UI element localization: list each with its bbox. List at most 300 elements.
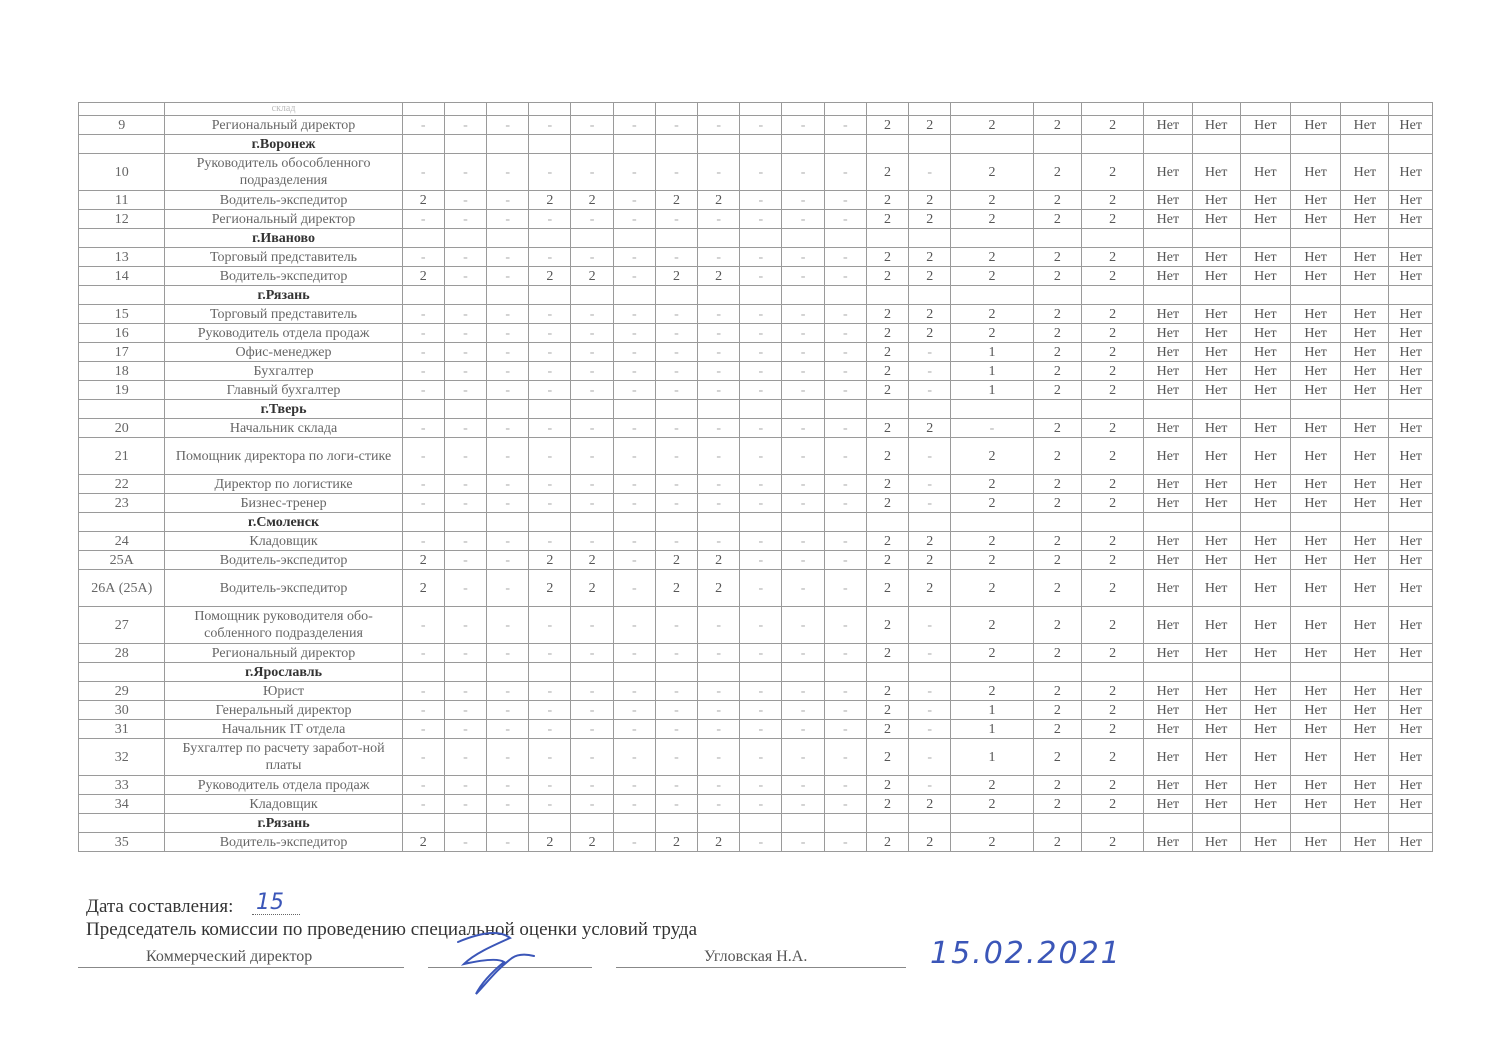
value-cell: Нет <box>1341 475 1389 494</box>
value-cell: - <box>782 644 824 663</box>
position-name: Водитель-экспедитор <box>165 551 402 570</box>
value-cell: Нет <box>1389 551 1433 570</box>
value-cell: - <box>909 776 951 795</box>
signature-date: 15.02.2021 <box>930 936 1122 971</box>
value-cell: 2 <box>1033 682 1081 701</box>
value-cell: - <box>740 739 782 776</box>
value-cell: - <box>402 644 444 663</box>
value-cell: - <box>487 343 529 362</box>
value-cell: 2 <box>951 644 1033 663</box>
value-cell: - <box>782 795 824 814</box>
value-cell: 2 <box>1033 267 1081 286</box>
value-cell: Нет <box>1144 494 1192 513</box>
position-name: Генеральный директор <box>165 701 402 720</box>
value-cell: - <box>571 438 613 475</box>
value-cell: - <box>655 419 697 438</box>
value-cell: 2 <box>951 570 1033 607</box>
value-cell: - <box>740 419 782 438</box>
value-cell: - <box>571 607 613 644</box>
value-cell: Нет <box>1240 795 1290 814</box>
table-row <box>79 494 1433 513</box>
value-cell: - <box>740 532 782 551</box>
table-row <box>79 570 1433 607</box>
value-cell: - <box>698 343 740 362</box>
value-cell: 2 <box>866 682 908 701</box>
value-cell: Нет <box>1144 116 1192 135</box>
value-cell: - <box>655 248 697 267</box>
value-cell: - <box>698 701 740 720</box>
city-name: г.Воронеж <box>165 135 402 154</box>
value-cell: Нет <box>1240 381 1290 400</box>
value-cell: - <box>740 210 782 229</box>
value-cell: - <box>571 682 613 701</box>
value-cell: - <box>655 154 697 191</box>
value-cell: Нет <box>1192 475 1240 494</box>
value-cell: - <box>740 701 782 720</box>
value-cell: - <box>655 116 697 135</box>
value-cell: Нет <box>1240 419 1290 438</box>
city-header-row <box>79 513 1433 532</box>
value-cell: - <box>824 570 866 607</box>
value-cell: Нет <box>1192 607 1240 644</box>
value-cell: Нет <box>1240 267 1290 286</box>
value-cell: - <box>571 644 613 663</box>
value-cell: - <box>698 324 740 343</box>
value-cell: - <box>655 701 697 720</box>
value-cell: 1 <box>951 343 1033 362</box>
value-cell: 2 <box>866 438 908 475</box>
value-cell: Нет <box>1341 720 1389 739</box>
value-cell: - <box>613 191 655 210</box>
signer-name: Угловская Н.А. <box>704 948 808 965</box>
value-cell: - <box>613 720 655 739</box>
value-cell: - <box>698 362 740 381</box>
value-cell: - <box>782 720 824 739</box>
value-cell: 2 <box>1033 116 1081 135</box>
value-cell: - <box>824 607 866 644</box>
value-cell: 2 <box>866 739 908 776</box>
city-header-row <box>79 814 1433 833</box>
value-cell: - <box>487 682 529 701</box>
row-number: 22 <box>79 475 165 494</box>
value-cell: Нет <box>1341 324 1389 343</box>
value-cell: - <box>782 343 824 362</box>
value-cell: - <box>613 682 655 701</box>
row-number: 16 <box>79 324 165 343</box>
value-cell: 2 <box>402 267 444 286</box>
row-number: 14 <box>79 267 165 286</box>
partial-label: склад <box>165 103 402 116</box>
value-cell: Нет <box>1144 607 1192 644</box>
value-cell: Нет <box>1389 720 1433 739</box>
value-cell: Нет <box>1341 551 1389 570</box>
value-cell: - <box>613 324 655 343</box>
value-cell: - <box>613 551 655 570</box>
table-row <box>79 154 1433 191</box>
value-cell: - <box>740 248 782 267</box>
value-cell: 2 <box>866 305 908 324</box>
table-row <box>79 682 1433 701</box>
row-number: 28 <box>79 644 165 663</box>
value-cell: - <box>909 494 951 513</box>
value-cell: - <box>824 154 866 191</box>
value-cell: Нет <box>1341 343 1389 362</box>
table-row <box>79 343 1433 362</box>
value-cell: Нет <box>1192 720 1240 739</box>
value-cell: - <box>613 154 655 191</box>
value-cell: 2 <box>1081 154 1143 191</box>
value-cell: - <box>824 362 866 381</box>
value-cell: Нет <box>1290 776 1340 795</box>
value-cell: Нет <box>1341 362 1389 381</box>
value-cell: 2 <box>529 833 571 852</box>
table-row <box>79 833 1433 852</box>
value-cell: Нет <box>1240 210 1290 229</box>
value-cell: Нет <box>1240 438 1290 475</box>
value-cell: Нет <box>1290 210 1340 229</box>
value-cell: - <box>655 776 697 795</box>
value-cell: 2 <box>1033 248 1081 267</box>
value-cell: Нет <box>1341 381 1389 400</box>
value-cell: Нет <box>1240 343 1290 362</box>
value-cell: - <box>698 419 740 438</box>
row-number: 32 <box>79 739 165 776</box>
value-cell: Нет <box>1144 570 1192 607</box>
value-cell: - <box>487 776 529 795</box>
value-cell: - <box>782 324 824 343</box>
table-body <box>79 103 1433 852</box>
value-cell: Нет <box>1240 739 1290 776</box>
value-cell: - <box>529 362 571 381</box>
value-cell: 2 <box>866 248 908 267</box>
value-cell: 2 <box>866 381 908 400</box>
value-cell: - <box>655 494 697 513</box>
value-cell: 2 <box>866 475 908 494</box>
value-cell: Нет <box>1290 116 1340 135</box>
value-cell: - <box>571 210 613 229</box>
value-cell: - <box>571 343 613 362</box>
value-cell: - <box>571 494 613 513</box>
value-cell: Нет <box>1240 682 1290 701</box>
value-cell: - <box>529 438 571 475</box>
value-cell: Нет <box>1341 154 1389 191</box>
position-name: Торговый представитель <box>165 305 402 324</box>
value-cell: Нет <box>1290 475 1340 494</box>
value-cell: Нет <box>1192 191 1240 210</box>
value-cell: - <box>487 154 529 191</box>
value-cell: - <box>529 210 571 229</box>
value-cell: Нет <box>1389 191 1433 210</box>
value-cell: Нет <box>1389 682 1433 701</box>
value-cell: - <box>824 324 866 343</box>
value-cell: - <box>740 644 782 663</box>
value-cell: Нет <box>1192 381 1240 400</box>
value-cell: 1 <box>951 720 1033 739</box>
value-cell: - <box>824 267 866 286</box>
value-cell: 2 <box>951 551 1033 570</box>
value-cell: 2 <box>909 324 951 343</box>
value-cell: Нет <box>1144 191 1192 210</box>
value-cell: - <box>951 419 1033 438</box>
value-cell: - <box>444 154 486 191</box>
value-cell: - <box>740 776 782 795</box>
table-row <box>79 720 1433 739</box>
value-cell: 2 <box>1081 267 1143 286</box>
value-cell: - <box>909 438 951 475</box>
value-cell: 2 <box>1033 776 1081 795</box>
table-row <box>79 551 1433 570</box>
value-cell: - <box>402 438 444 475</box>
value-cell: Нет <box>1144 419 1192 438</box>
commission-chair-label: Председатель комиссии по проведению специальной оценки условий труда <box>86 919 697 940</box>
value-cell: Нет <box>1144 210 1192 229</box>
value-cell: - <box>824 419 866 438</box>
value-cell: - <box>740 343 782 362</box>
value-cell: - <box>487 324 529 343</box>
value-cell: Нет <box>1144 644 1192 663</box>
value-cell: Нет <box>1240 551 1290 570</box>
value-cell: 2 <box>698 551 740 570</box>
value-cell: - <box>487 532 529 551</box>
value-cell: - <box>613 343 655 362</box>
value-cell: 2 <box>1081 438 1143 475</box>
value-cell: - <box>824 795 866 814</box>
sout-results-table <box>78 102 1433 852</box>
value-cell: - <box>613 267 655 286</box>
value-cell: - <box>909 701 951 720</box>
value-cell: Нет <box>1192 438 1240 475</box>
value-cell: - <box>487 381 529 400</box>
city-name: г.Смоленск <box>165 513 402 532</box>
value-cell: Нет <box>1144 795 1192 814</box>
value-cell: - <box>740 362 782 381</box>
value-cell: - <box>487 644 529 663</box>
value-cell: - <box>613 532 655 551</box>
value-cell: - <box>402 607 444 644</box>
value-cell: 2 <box>1033 720 1081 739</box>
value-cell: Нет <box>1144 343 1192 362</box>
value-cell: - <box>824 720 866 739</box>
value-cell: - <box>740 324 782 343</box>
value-cell: - <box>782 305 824 324</box>
value-cell: Нет <box>1290 362 1340 381</box>
value-cell: Нет <box>1144 475 1192 494</box>
value-cell: - <box>487 438 529 475</box>
value-cell: - <box>444 381 486 400</box>
value-cell: 2 <box>909 116 951 135</box>
position-name: Бухгалтер <box>165 362 402 381</box>
position-name: Юрист <box>165 682 402 701</box>
value-cell: 2 <box>951 607 1033 644</box>
value-cell: Нет <box>1240 570 1290 607</box>
value-cell: - <box>740 494 782 513</box>
value-cell: - <box>698 776 740 795</box>
value-cell: Нет <box>1192 305 1240 324</box>
value-cell: - <box>824 532 866 551</box>
value-cell: - <box>487 551 529 570</box>
value-cell: 2 <box>1033 532 1081 551</box>
value-cell: - <box>487 116 529 135</box>
value-cell: - <box>613 833 655 852</box>
value-cell: Нет <box>1192 248 1240 267</box>
value-cell: 2 <box>909 570 951 607</box>
value-cell: 2 <box>909 210 951 229</box>
city-header-row <box>79 400 1433 419</box>
position-name: Руководитель отдела продаж <box>165 324 402 343</box>
value-cell: - <box>655 210 697 229</box>
row-number: 27 <box>79 607 165 644</box>
value-cell: - <box>824 551 866 570</box>
value-cell: 2 <box>1081 475 1143 494</box>
value-cell: - <box>782 494 824 513</box>
value-cell: Нет <box>1290 438 1340 475</box>
value-cell: 2 <box>866 795 908 814</box>
value-cell: 2 <box>951 210 1033 229</box>
value-cell: - <box>740 795 782 814</box>
value-cell: - <box>571 776 613 795</box>
value-cell: Нет <box>1341 682 1389 701</box>
position-name: Водитель-экспедитор <box>165 570 402 607</box>
value-cell: - <box>529 494 571 513</box>
table-row <box>79 438 1433 475</box>
value-cell: - <box>402 475 444 494</box>
value-cell: - <box>571 362 613 381</box>
value-cell: Нет <box>1144 701 1192 720</box>
value-cell: 2 <box>529 570 571 607</box>
value-cell: - <box>824 210 866 229</box>
value-cell: Нет <box>1290 795 1340 814</box>
value-cell: - <box>444 438 486 475</box>
row-number: 31 <box>79 720 165 739</box>
value-cell: Нет <box>1341 191 1389 210</box>
value-cell: Нет <box>1341 532 1389 551</box>
value-cell: 2 <box>866 701 908 720</box>
value-cell: - <box>655 682 697 701</box>
value-cell: 2 <box>1081 494 1143 513</box>
value-cell: 2 <box>909 551 951 570</box>
value-cell: - <box>655 343 697 362</box>
city-header-row <box>79 663 1433 682</box>
value-cell: 2 <box>951 833 1033 852</box>
value-cell: - <box>909 154 951 191</box>
value-cell: - <box>529 475 571 494</box>
value-cell: - <box>444 739 486 776</box>
value-cell: - <box>529 324 571 343</box>
value-cell: Нет <box>1144 305 1192 324</box>
table-row-partial <box>79 103 1433 116</box>
value-cell: Нет <box>1389 324 1433 343</box>
table-row <box>79 116 1433 135</box>
value-cell: - <box>613 494 655 513</box>
value-cell: Нет <box>1290 305 1340 324</box>
value-cell: - <box>529 644 571 663</box>
value-cell: - <box>740 116 782 135</box>
value-cell: - <box>613 362 655 381</box>
value-cell: - <box>571 324 613 343</box>
value-cell: - <box>782 267 824 286</box>
value-cell: - <box>444 248 486 267</box>
signature-icon <box>452 924 542 998</box>
city-header-row <box>79 286 1433 305</box>
city-header-row <box>79 229 1433 248</box>
value-cell: - <box>402 248 444 267</box>
value-cell: - <box>402 720 444 739</box>
value-cell: - <box>487 607 529 644</box>
value-cell: - <box>487 833 529 852</box>
value-cell: Нет <box>1192 494 1240 513</box>
value-cell: 2 <box>529 191 571 210</box>
value-cell: - <box>402 795 444 814</box>
value-cell: - <box>655 739 697 776</box>
value-cell: - <box>782 210 824 229</box>
value-cell: 2 <box>402 191 444 210</box>
value-cell: Нет <box>1240 324 1290 343</box>
value-cell: Нет <box>1144 833 1192 852</box>
position-name: Региональный директор <box>165 116 402 135</box>
value-cell: 2 <box>909 248 951 267</box>
value-cell: - <box>824 644 866 663</box>
value-cell: Нет <box>1240 248 1290 267</box>
value-cell: - <box>529 305 571 324</box>
value-cell: 2 <box>866 644 908 663</box>
value-cell: 2 <box>909 419 951 438</box>
value-cell: 2 <box>1033 551 1081 570</box>
value-cell: Нет <box>1144 532 1192 551</box>
value-cell: - <box>444 701 486 720</box>
value-cell: - <box>698 381 740 400</box>
city-name: г.Тверь <box>165 400 402 419</box>
value-cell: - <box>740 154 782 191</box>
value-cell: 2 <box>951 776 1033 795</box>
value-cell: - <box>824 682 866 701</box>
position-name: Руководитель отдела продаж <box>165 776 402 795</box>
value-cell: - <box>698 795 740 814</box>
value-cell: 2 <box>1081 381 1143 400</box>
value-cell: - <box>782 551 824 570</box>
value-cell: 2 <box>866 116 908 135</box>
row-number: 19 <box>79 381 165 400</box>
value-cell: Нет <box>1240 154 1290 191</box>
value-cell: Нет <box>1240 532 1290 551</box>
value-cell: - <box>444 570 486 607</box>
value-cell: - <box>571 701 613 720</box>
value-cell: Нет <box>1341 210 1389 229</box>
row-number: 15 <box>79 305 165 324</box>
value-cell: - <box>529 248 571 267</box>
value-cell: - <box>402 776 444 795</box>
value-cell: - <box>571 116 613 135</box>
value-cell: Нет <box>1192 362 1240 381</box>
value-cell: - <box>571 739 613 776</box>
value-cell: - <box>444 494 486 513</box>
value-cell: 2 <box>909 833 951 852</box>
value-cell: - <box>613 305 655 324</box>
table-row <box>79 739 1433 776</box>
value-cell: Нет <box>1192 644 1240 663</box>
value-cell: - <box>444 419 486 438</box>
row-number: 24 <box>79 532 165 551</box>
value-cell: - <box>655 305 697 324</box>
position-name: Водитель-экспедитор <box>165 191 402 210</box>
value-cell: 2 <box>866 776 908 795</box>
value-cell: 2 <box>698 833 740 852</box>
value-cell: - <box>655 607 697 644</box>
value-cell: 2 <box>866 570 908 607</box>
value-cell: - <box>444 210 486 229</box>
value-cell: - <box>571 475 613 494</box>
value-cell: - <box>529 701 571 720</box>
value-cell: 2 <box>1033 305 1081 324</box>
